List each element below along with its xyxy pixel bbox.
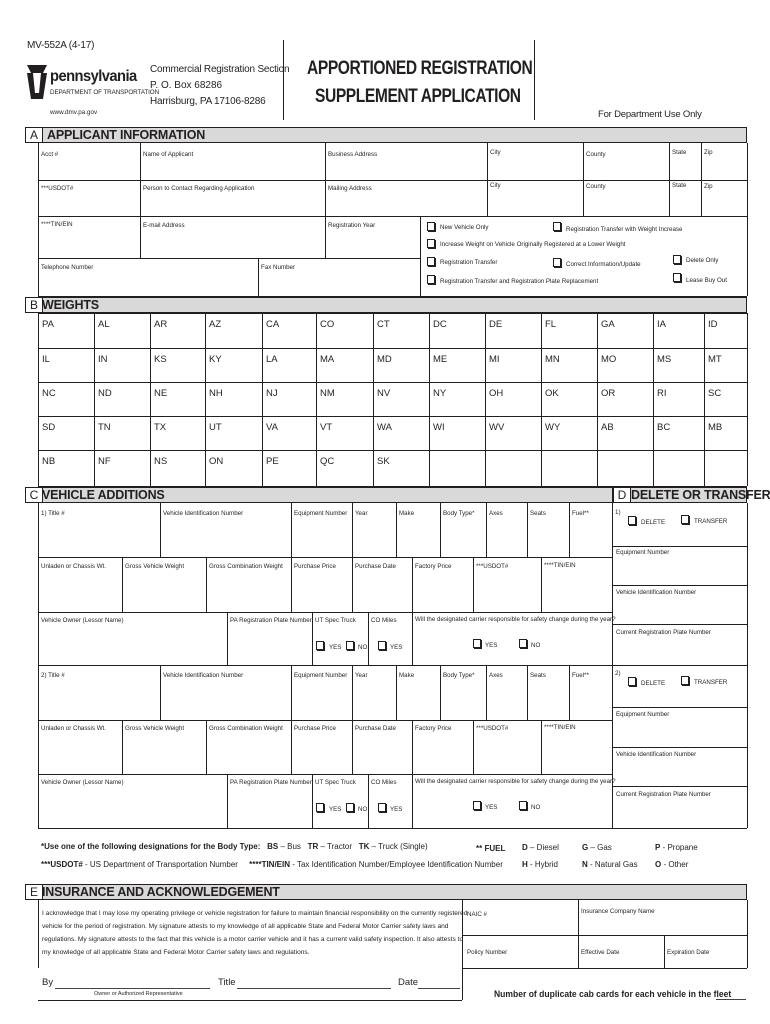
weight-input-md[interactable] (374, 349, 428, 381)
weight-input-me[interactable] (430, 349, 484, 381)
v1-ut-yes-label: YES (329, 644, 342, 651)
v1-ut-no-checkbox[interactable] (346, 641, 354, 650)
department-use-label: For Department Use Only (598, 109, 702, 120)
registration-transfer-label: Registration Transfer (440, 259, 498, 266)
weight-state-co: CO (320, 319, 335, 330)
weight-state-nh: NH (209, 388, 223, 399)
section-c-letter: C (25, 487, 43, 503)
v2-ut-yes-label: YES (329, 806, 342, 813)
fax-label: Fax Number (261, 264, 296, 271)
weight-input-ia[interactable] (654, 314, 703, 347)
weight-input-id[interactable] (705, 314, 746, 347)
weight-state-la: LA (266, 354, 278, 365)
weight-state-md: MD (377, 354, 392, 365)
v2-gvw-label: Gross Vehicle Weight (125, 725, 185, 732)
keystone-logo-icon (25, 63, 49, 101)
transfer-plate-label: Registration Transfer and Registration Plate Replacement (440, 278, 599, 285)
weights-col-line (747, 348, 748, 382)
fuel-other: O - Other (655, 860, 689, 869)
v1-ut-label: UT Spec Truck (315, 617, 356, 624)
v1-plate-label: PA Registration Plate Number (230, 617, 312, 624)
d2-transfer-checkbox[interactable] (681, 676, 689, 685)
v1-make-label: Make (399, 510, 415, 517)
state-label: State (672, 149, 687, 156)
weights-col-line (747, 416, 748, 450)
weight-state-vt: VT (320, 422, 333, 433)
weight-input-nb[interactable] (39, 451, 93, 485)
duplicate-cab-cards-line[interactable] (716, 999, 746, 1000)
v2-factory-label: Factory Price (415, 725, 452, 732)
weight-input-nd[interactable] (95, 383, 149, 415)
v2-co-yes-checkbox[interactable] (378, 803, 386, 812)
v1-usdot-label: ***USDOT# (476, 563, 509, 570)
weight-input-il[interactable] (39, 349, 93, 381)
weight-state-al: AL (98, 319, 110, 330)
v2-year-label: Year (355, 672, 368, 679)
d2-equip-label: Equipment Number (616, 711, 670, 718)
fuel-gas: G – Gas (582, 843, 612, 852)
weight-state-ny: NY (433, 388, 447, 399)
weight-state-nb: NB (42, 456, 56, 467)
weight-input-nm[interactable] (317, 383, 372, 415)
v1-price-label: Purchase Price (294, 563, 336, 570)
weight-state-wa: WA (377, 422, 392, 433)
weight-input-ma[interactable] (317, 349, 372, 381)
date-line[interactable] (418, 988, 460, 989)
v1-co-yes-checkbox[interactable] (378, 641, 386, 650)
date-label: Date (398, 977, 419, 988)
weight-input-oh[interactable] (486, 383, 540, 415)
v1-tin-label: ****TIN/EIN (544, 562, 576, 569)
d1-plate-label: Current Registration Plate Number (616, 629, 711, 636)
weights-col-line (747, 382, 748, 416)
new-vehicle-checkbox[interactable] (427, 222, 435, 231)
v2-safety-yes-checkbox[interactable] (473, 801, 481, 810)
v2-safety-no-label: NO (531, 804, 541, 811)
weight-state-ga: GA (601, 319, 615, 330)
weight-state-fl: FL (545, 319, 557, 330)
form-title-line-2: SUPPLEMENT APPLICATION (315, 86, 521, 107)
v1-owner-label: Vehicle Owner (Lessor Name) (41, 617, 124, 624)
weight-input-ar[interactable] (151, 314, 204, 347)
d2-vin-label: Vehicle Identification Number (616, 751, 697, 758)
fuel-natural-gas: N - Natural Gas (582, 860, 638, 869)
weight-state-qc: QC (320, 456, 335, 467)
effective-date-label: Effective Date (581, 949, 620, 956)
agency-address-2: P. O. Box 68286 (150, 80, 223, 91)
d2-number: 2) (615, 670, 621, 677)
weight-state-pe: PE (266, 456, 279, 467)
weights-col-line (704, 450, 705, 486)
d2-transfer-label: TRANSFER (694, 679, 728, 686)
weight-input-ny[interactable] (430, 383, 484, 415)
section-b-title: WEIGHTS (42, 298, 99, 312)
v2-fuel-label: Fuel** (572, 672, 589, 679)
weight-state-mn: MN (545, 354, 560, 365)
weights-col-line (485, 450, 486, 486)
weight-state-in: IN (98, 354, 108, 365)
v2-pdate-label: Purchase Date (355, 725, 396, 732)
d2-delete-checkbox[interactable] (628, 677, 636, 686)
v2-make-label: Make (399, 672, 415, 679)
v2-safety-no-checkbox[interactable] (519, 801, 527, 810)
weight-state-il: IL (42, 354, 50, 365)
new-vehicle-label: New Vehicle Only (440, 224, 489, 231)
v1-vin-label: Vehicle Identification Number (163, 510, 244, 517)
expiration-date-label: Expiration Date (667, 949, 710, 956)
weight-input-fl[interactable] (542, 314, 596, 347)
weight-input-va[interactable] (263, 417, 315, 449)
weight-input-nj[interactable] (263, 383, 315, 415)
acct-label: Acct # (41, 151, 59, 158)
weights-col-line (747, 313, 748, 348)
section-b-letter: B (25, 297, 43, 313)
weights-col-line (541, 450, 542, 486)
v2-usdot-label: ***USDOT# (476, 725, 509, 732)
agency-dept: DEPARTMENT OF TRANSPORTATION (50, 89, 160, 96)
weight-state-pa: PA (42, 319, 54, 330)
city-label: City (490, 149, 501, 156)
v1-pdate-label: Purchase Date (355, 563, 396, 570)
d1-number: 1) (615, 509, 621, 516)
weight-input-mi[interactable] (486, 349, 540, 381)
v1-co-yes-label: YES (390, 644, 403, 651)
weight-input-wv[interactable] (486, 417, 540, 449)
transfer-weight-checkbox[interactable] (553, 222, 561, 231)
weight-input-pe[interactable] (263, 451, 315, 485)
usdot-legend: ***USDOT# - US Department of Transportation Number ****TIN/EIN - Tax Identification Number/Employee Identification Number (41, 860, 503, 869)
zip-label: Zip (704, 149, 713, 156)
weight-state-wy: WY (545, 422, 561, 433)
weight-state-tn: TN (98, 422, 111, 433)
weight-state-ms: MS (657, 354, 672, 365)
v1-ut-no-label: NO (358, 644, 368, 651)
v1-safety-yes-label: YES (485, 642, 498, 649)
by-signature-line[interactable] (55, 988, 210, 989)
v2-ut-no-checkbox[interactable] (346, 803, 354, 812)
weight-state-ar: AR (154, 319, 168, 330)
v1-factory-label: Factory Price (415, 563, 452, 570)
weights-col-line (747, 450, 748, 486)
v2-gcw-label: Gross Combination Weight (209, 725, 283, 732)
duplicate-cab-cards-label: Number of duplicate cab cards for each vehicle in the fleet (494, 989, 732, 999)
weight-input-wa[interactable] (374, 417, 428, 449)
v2-ut-yes-checkbox[interactable] (316, 803, 324, 812)
v2-equip-label: Equipment Number (294, 672, 348, 679)
naic-label: NAIC # (467, 911, 487, 918)
weight-input-nf[interactable] (95, 451, 149, 485)
lease-buyout-label: Lease Buy Out (686, 277, 727, 284)
weight-state-nc: NC (42, 388, 56, 399)
correct-info-checkbox[interactable] (553, 258, 561, 267)
form-title-line-1: APPORTIONED REGISTRATION (307, 58, 533, 79)
email-label: E-mail Address (143, 222, 185, 229)
city-label-2: City (490, 182, 501, 189)
weight-input-ut[interactable] (206, 417, 261, 449)
v1-ut-yes-checkbox[interactable] (316, 641, 324, 650)
section-e-letter: E (25, 884, 43, 900)
county-label-2: County (586, 183, 606, 190)
weight-input-al[interactable] (95, 314, 149, 347)
weight-state-tx: TX (154, 422, 167, 433)
weight-input-or[interactable] (598, 383, 652, 415)
weight-input-qc[interactable] (317, 451, 372, 485)
weight-input-sd[interactable] (39, 417, 93, 449)
weight-input-ca[interactable] (263, 314, 315, 347)
weight-input-bc[interactable] (654, 417, 703, 449)
fuel-diesel: D – Diesel (522, 843, 559, 852)
d1-delete-checkbox[interactable] (628, 516, 636, 525)
weight-state-mi: MI (489, 354, 500, 365)
weights-col-line (597, 450, 598, 486)
ack-line-1: I acknowledge that I may lose my operating privilege or vehicle registration for failure to maintain financial responsibility on the currently registered (42, 910, 468, 917)
v1-axes-label: Axes (489, 510, 503, 517)
weight-state-ok: OK (545, 388, 559, 399)
weight-state-ca: CA (266, 319, 280, 330)
weight-input-vt[interactable] (317, 417, 372, 449)
v1-seats-label: Seats (530, 510, 546, 517)
ack-line-4: my knowledge of all applicable State and Federal Motor Carrier safety laws and regulations. (42, 949, 310, 956)
v1-fuel-label: Fuel** (572, 510, 589, 517)
title-label: Title (218, 977, 236, 988)
weight-input-la[interactable] (263, 349, 315, 381)
v2-ut-no-label: NO (358, 806, 368, 813)
weight-input-tx[interactable] (151, 417, 204, 449)
fuel-legend-label: ** FUEL (476, 844, 506, 853)
d1-transfer-checkbox[interactable] (681, 515, 689, 524)
weight-state-me: ME (433, 354, 448, 365)
weight-input-mn[interactable] (542, 349, 596, 381)
transfer-plate-checkbox[interactable] (427, 275, 435, 284)
weight-input-sk[interactable] (374, 451, 428, 485)
mailing-address-label: Mailing Address (328, 185, 372, 192)
d1-delete-label: DELETE (641, 519, 666, 526)
weight-state-ks: KS (154, 354, 167, 365)
weight-input-ok[interactable] (542, 383, 596, 415)
weight-state-nm: NM (320, 388, 335, 399)
section-a-title: APPLICANT INFORMATION (47, 128, 206, 142)
d1-transfer-label: TRANSFER (694, 518, 728, 525)
weight-state-ns: NS (154, 456, 168, 467)
d2-plate-label: Current Registration Plate Number (616, 791, 711, 798)
d1-vin-label: Vehicle Identification Number (616, 589, 697, 596)
insurance-company-label: Insurance Company Name (581, 908, 655, 915)
business-address-label: Business Address (328, 151, 378, 158)
v1-year-label: Year (355, 510, 368, 517)
weight-input-ks[interactable] (151, 349, 204, 381)
v2-co-yes-label: YES (390, 806, 403, 813)
contact-label: Person to Contact Regarding Application (143, 185, 255, 192)
weight-state-sk: SK (377, 456, 390, 467)
weight-input-mb[interactable] (705, 417, 746, 449)
weight-state-id: ID (708, 319, 718, 330)
weight-input-ms[interactable] (654, 349, 703, 381)
weight-input-nc[interactable] (39, 383, 93, 415)
weight-state-ut: UT (209, 422, 222, 433)
v2-ut-label: UT Spec Truck (315, 779, 356, 786)
lease-buyout-checkbox[interactable] (673, 273, 681, 282)
weight-state-on: ON (209, 456, 224, 467)
weight-state-wv: WV (489, 422, 505, 433)
section-c-title: VEHICLE ADDITIONS (42, 488, 165, 502)
v1-unladen-label: Unladen or Chassis Wt. (41, 563, 106, 570)
v2-axes-label: Axes (489, 672, 503, 679)
d1-equip-label: Equipment Number (616, 549, 670, 556)
weight-input-pa[interactable] (39, 314, 93, 347)
v2-title-label: 2) Title # (41, 672, 65, 679)
fuel-hybrid: H - Hybrid (522, 860, 559, 869)
weight-state-de: DE (489, 319, 503, 330)
fuel-propane: P - Propane (655, 843, 698, 852)
weight-state-nf: NF (98, 456, 111, 467)
weight-input-tn[interactable] (95, 417, 149, 449)
weight-state-mt: MT (708, 354, 722, 365)
weight-state-nd: ND (98, 388, 112, 399)
v1-co-label: CO Miles (371, 617, 397, 624)
weight-state-ri: RI (657, 388, 667, 399)
weight-state-mo: MO (601, 354, 617, 365)
weight-input-nh[interactable] (206, 383, 261, 415)
tin-label: ****TIN/EIN (41, 221, 73, 228)
v1-safety-no-checkbox[interactable] (519, 639, 527, 648)
weight-state-ma: MA (320, 354, 335, 365)
weight-input-ne[interactable] (151, 383, 204, 415)
section-d-letter: D (613, 487, 631, 503)
registration-year-label: Registration Year (328, 222, 376, 229)
owner-rep-label: Owner or Authorized Representative (94, 991, 183, 997)
v2-question-label: Will the designated carrier responsible for safety change during the year? (415, 778, 616, 785)
v2-vin-label: Vehicle Identification Number (163, 672, 244, 679)
weight-state-ne: NE (154, 388, 168, 399)
v2-plate-label: PA Registration Plate Number (230, 779, 312, 786)
v2-body-label: Body Type* (443, 672, 475, 679)
v1-safety-no-label: NO (531, 642, 541, 649)
zip-label-2: Zip (704, 183, 713, 190)
registration-transfer-checkbox[interactable] (427, 257, 435, 266)
weight-input-sc[interactable] (705, 383, 746, 415)
v1-body-label: Body Type* (443, 510, 475, 517)
v1-safety-yes-checkbox[interactable] (473, 639, 481, 648)
delete-only-label: Delete Only (686, 257, 719, 264)
weight-input-co[interactable] (317, 314, 372, 347)
v2-unladen-label: Unladen or Chassis Wt. (41, 725, 106, 732)
section-e-title: INSURANCE AND ACKNOWLEDGEMENT (42, 885, 280, 899)
delete-only-checkbox[interactable] (673, 255, 681, 264)
weight-state-or: OR (601, 388, 616, 399)
county-label: County (586, 151, 606, 158)
telephone-label: Telephone Number (41, 264, 94, 271)
ack-line-2: vehicle for the period of registration. My signature attests to my knowledge of all applicable State and Federal Motor Carrier safety laws and (42, 923, 449, 930)
weight-state-ia: IA (657, 319, 666, 330)
v2-co-label: CO Miles (371, 779, 397, 786)
title-line[interactable] (237, 988, 391, 989)
weight-state-oh: OH (489, 388, 504, 399)
weight-state-mb: MB (708, 422, 723, 433)
v2-owner-label: Vehicle Owner (Lessor Name) (41, 779, 124, 786)
weight-input-ga[interactable] (598, 314, 652, 347)
weight-input-de[interactable] (486, 314, 540, 347)
weight-input-nv[interactable] (374, 383, 428, 415)
section-d-title: DELETE OR TRANSFER (631, 488, 770, 502)
increase-weight-label: Increase Weight on Vehicle Originally Registered at a Lower Weight (440, 241, 626, 248)
weight-state-wi: WI (433, 422, 445, 433)
increase-weight-checkbox[interactable] (427, 239, 435, 248)
weight-input-mt[interactable] (705, 349, 746, 381)
ack-line-3: regulations. My signature attests to the fact that this vehicle is a motor carrier vehicle and it has a current valid safety inspection. It also attests to (42, 936, 464, 943)
weights-col-line (429, 450, 430, 486)
agency-address-1: Commercial Registration Section (150, 64, 290, 75)
agency-web: www.dmv.pa.gov (50, 109, 98, 116)
weight-input-in[interactable] (95, 349, 149, 381)
by-label: By (42, 977, 54, 988)
correct-info-label: Correct Information/Update (566, 261, 641, 268)
weight-input-ct[interactable] (374, 314, 428, 347)
weight-state-dc: DC (433, 319, 447, 330)
v1-title-label: 1) Title # (41, 510, 65, 517)
d2-delete-label: DELETE (641, 680, 666, 687)
v2-tin-label: ****TIN/EIN (544, 724, 576, 731)
weights-col-line (653, 450, 654, 486)
v1-equip-label: Equipment Number (294, 510, 348, 517)
weight-input-wi[interactable] (430, 417, 484, 449)
v1-question-label: Will the designated carrier responsible for safety change during the year? (415, 616, 616, 623)
weight-state-nj: NJ (266, 388, 278, 399)
weight-input-wy[interactable] (542, 417, 596, 449)
v1-gcw-label: Gross Combination Weight (209, 563, 283, 570)
weight-state-va: VA (266, 422, 278, 433)
agency-address-3: Harrisburg, PA 17106-8286 (150, 96, 266, 107)
policy-number-label: Policy Number (467, 949, 508, 956)
weight-input-ns[interactable] (151, 451, 204, 485)
state-label-2: State (672, 182, 687, 189)
applicant-name-label: Name of Applicant (143, 151, 194, 158)
weight-state-sc: SC (708, 388, 722, 399)
v1-gvw-label: Gross Vehicle Weight (125, 563, 185, 570)
weight-state-ab: AB (601, 422, 614, 433)
transfer-weight-label: Registration Transfer with Weight Increase (566, 226, 683, 233)
weight-input-dc[interactable] (430, 314, 484, 347)
form-number: MV-552A (4-17) (27, 40, 95, 51)
weight-input-ab[interactable] (598, 417, 652, 449)
weight-input-ky[interactable] (206, 349, 261, 381)
weight-state-az: AZ (209, 319, 222, 330)
v2-seats-label: Seats (530, 672, 546, 679)
weight-state-ct: CT (377, 319, 390, 330)
weight-input-az[interactable] (206, 314, 261, 347)
weight-input-on[interactable] (206, 451, 261, 485)
weight-state-ky: KY (209, 354, 222, 365)
v2-safety-yes-label: YES (485, 804, 498, 811)
weight-state-sd: SD (42, 422, 56, 433)
agency-name: pennsylvania (50, 68, 137, 85)
v2-price-label: Purchase Price (294, 725, 336, 732)
section-a-letter: A (25, 127, 43, 143)
weight-input-ri[interactable] (654, 383, 703, 415)
weight-state-bc: BC (657, 422, 671, 433)
body-type-legend: *Use one of the following designations for the Body Type: BS – Bus TR – Tractor TK – Truck (Single) (41, 842, 428, 851)
usdot-label: ***USDOT# (41, 185, 74, 192)
weight-input-mo[interactable] (598, 349, 652, 381)
weight-state-nv: NV (377, 388, 391, 399)
